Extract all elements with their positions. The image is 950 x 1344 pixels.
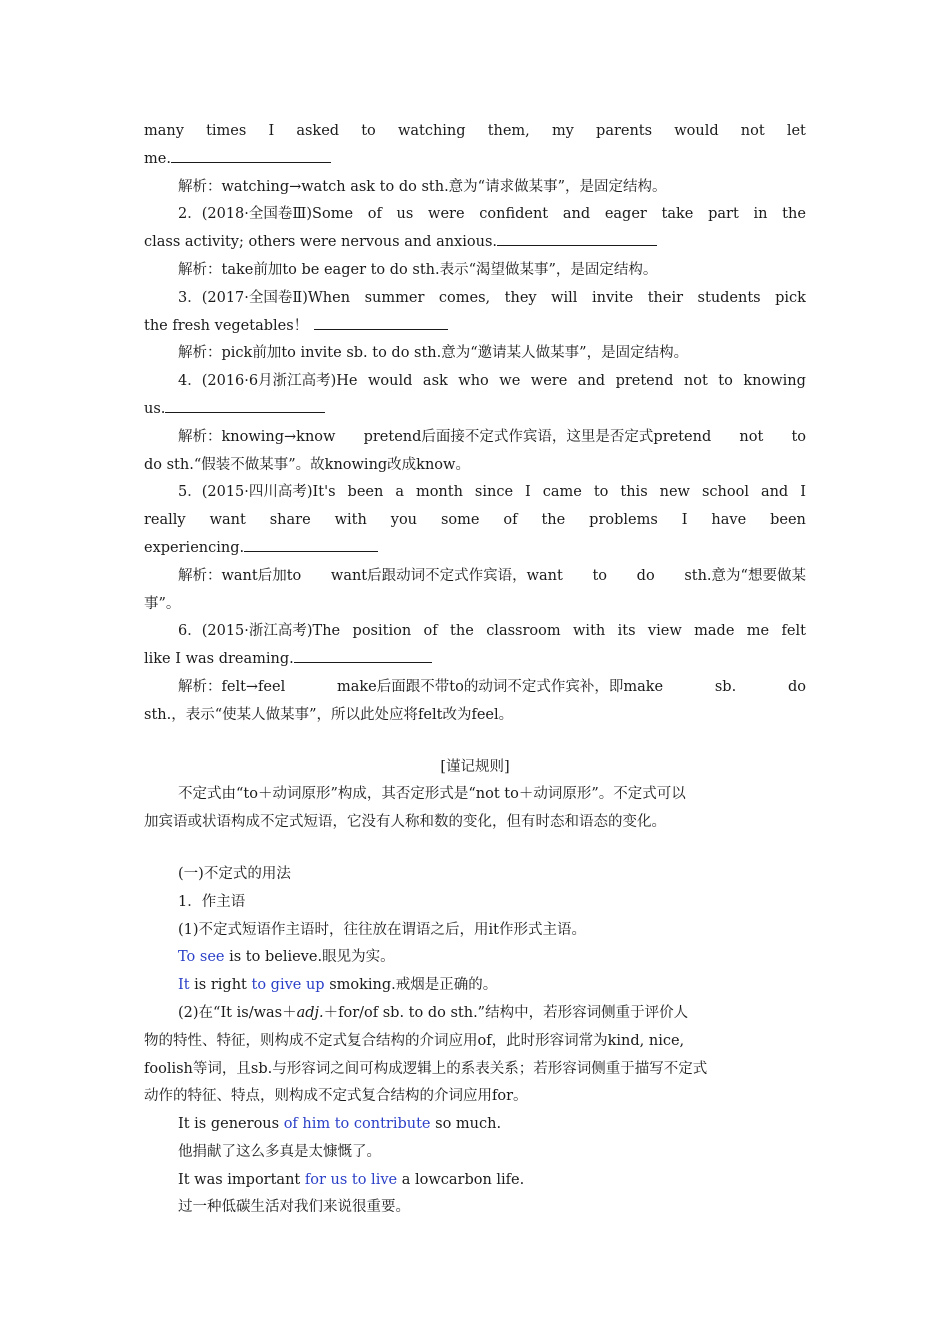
- text: so much.: [430, 1116, 502, 1133]
- word: were: [530, 373, 568, 390]
- word: who: [458, 373, 489, 390]
- word: me: [746, 623, 770, 640]
- word: made: [694, 623, 735, 640]
- spacer: [144, 837, 806, 861]
- word: the: [450, 623, 474, 640]
- example-3-translation: 他捐献了这么多真是太慷慨了。: [178, 1143, 381, 1160]
- highlight: to give up: [251, 977, 325, 994]
- word: to: [361, 123, 376, 139]
- exercise-1-line-1: [144, 118, 806, 146]
- answer-blank[interactable]: [294, 648, 432, 663]
- word: will: [551, 289, 578, 306]
- word: of: [503, 512, 518, 529]
- text: ＋for/of sb. to do sth.”结构中，若形容词侧重于评价人: [323, 1004, 689, 1021]
- word: to: [718, 373, 733, 390]
- word: watching: [397, 123, 466, 139]
- word: I: [800, 484, 806, 501]
- example-4: [144, 1167, 806, 1195]
- word: sb.: [714, 678, 737, 695]
- word: not: [683, 373, 708, 390]
- word: the: [541, 512, 566, 529]
- word: school: [701, 484, 749, 501]
- word: my: [551, 123, 574, 139]
- word: would: [368, 373, 413, 390]
- explanation-3: 解析：pick前加to invite sb. to do sth.意为“邀请某人做某事”，是固定结构。: [178, 345, 689, 362]
- example-4-translation: 过一种低碳生活对我们来说很重要。: [178, 1199, 410, 1216]
- word: this: [620, 484, 648, 501]
- answer-blank[interactable]: [244, 537, 378, 552]
- spacer: [144, 730, 806, 754]
- text: (2)在“It is/was＋: [178, 1004, 297, 1021]
- text: is right: [189, 977, 252, 994]
- word: classroom: [486, 623, 561, 640]
- word: pretend: [615, 373, 674, 390]
- word: 6．(2015·浙江高考)The: [178, 623, 341, 640]
- word: them,: [487, 123, 530, 139]
- word: problems: [589, 512, 658, 529]
- text: the fresh vegetables！: [144, 317, 309, 334]
- word: they: [504, 289, 537, 306]
- word: part: [708, 206, 739, 223]
- word: have: [711, 512, 747, 529]
- word: you: [390, 512, 418, 529]
- word: students: [697, 289, 761, 306]
- text: me.: [144, 150, 171, 167]
- word: pick: [775, 289, 806, 306]
- rules-heading: [谨记规则]: [440, 758, 510, 775]
- word: I: [525, 484, 531, 501]
- word: share: [269, 512, 311, 529]
- word: month: [415, 484, 463, 501]
- word: we: [499, 373, 521, 390]
- word: 5．(2015·四川高考)It's: [178, 484, 336, 501]
- word: to: [593, 484, 609, 501]
- word: sth.意为“想要做某: [684, 567, 806, 584]
- word: knowing: [743, 373, 806, 390]
- exercise-6-line-1: [144, 618, 806, 646]
- word: not: [739, 428, 764, 445]
- exercise-5-line-1: [144, 479, 806, 507]
- usage-point-2-line-1: [144, 1000, 806, 1028]
- explanation-5-line-2: 事”。: [144, 595, 181, 612]
- word: and: [562, 206, 591, 223]
- usage-subheading-1: 1．作主语: [178, 893, 246, 910]
- word: 解析：felt→feel: [178, 678, 286, 695]
- word: of: [423, 623, 438, 640]
- word: want: [209, 512, 246, 529]
- word: 解析：want后加to: [178, 567, 302, 584]
- word: would: [674, 123, 719, 139]
- word: and: [577, 373, 606, 390]
- word: were: [428, 206, 465, 223]
- text: experiencing.: [144, 539, 245, 556]
- highlight: It: [178, 977, 190, 994]
- exercise-3-line-1: [144, 285, 806, 313]
- word: really: [144, 512, 186, 529]
- text: It is generous: [178, 1116, 284, 1133]
- word: I: [268, 123, 275, 139]
- text: a lowcarbon life.: [397, 1171, 525, 1188]
- word: pretend后面接不定式作宾语，这里是否定式pretend: [363, 428, 712, 445]
- highlight: of him to contribute: [283, 1116, 431, 1133]
- highlight: To see: [178, 949, 225, 966]
- explanation-4-line-1: [144, 424, 806, 452]
- exercise-1-line-2: [144, 146, 806, 174]
- text: us.: [144, 400, 166, 417]
- word: 3．(2017·全国卷Ⅱ)When: [178, 289, 351, 306]
- usage-point-1: (1)不定式短语作主语时，往往放在谓语之后，用it作形式主语。: [178, 921, 587, 938]
- word: view: [647, 623, 682, 640]
- word: do: [636, 567, 655, 584]
- word: their: [647, 289, 684, 306]
- word: I: [681, 512, 688, 529]
- explanation-2: 解析：take前加to be eager to do sth.表示“渴望做某事”，是固定结构。: [178, 261, 658, 278]
- word: new: [659, 484, 690, 501]
- word: let: [786, 123, 806, 139]
- word: a: [395, 484, 404, 501]
- word: comes,: [438, 289, 491, 306]
- word: since: [474, 484, 514, 501]
- exercise-4-line-2: [144, 396, 806, 424]
- exercise-2-line-2: [144, 229, 806, 257]
- exercise-6-line-2: [144, 646, 806, 674]
- rules-paragraph-line-1: 不定式由“to＋动词原形”构成，其否定形式是“not to＋动词原形”。不定式可以: [178, 786, 686, 803]
- word: do: [787, 678, 806, 695]
- word: felt: [781, 623, 806, 640]
- word: times: [206, 123, 247, 139]
- word: 4．(2016·6月浙江高考)He: [178, 373, 358, 390]
- usage-heading: (一)不定式的用法: [178, 865, 291, 882]
- word: its: [617, 623, 636, 640]
- example-3: [144, 1111, 806, 1139]
- answer-blank[interactable]: [314, 315, 448, 330]
- usage-point-2-line-2: 物的特性、特征，则构成不定式复合结构的介词应用of，此时形容词常为kind, nice,: [144, 1032, 685, 1049]
- example-2: [144, 972, 806, 1000]
- explanation-5-line-1: [144, 563, 806, 591]
- rules-paragraph-line-2: 加宾语或状语构成不定式短语，它没有人称和数的变化，但有时态和语态的变化。: [144, 814, 666, 831]
- exercise-2-line-1: [144, 201, 806, 229]
- word: eager: [604, 206, 647, 223]
- word: been: [770, 512, 806, 529]
- word: ask: [422, 373, 448, 390]
- highlight: for us to live: [304, 1171, 398, 1188]
- usage-point-2-line-3: foolish等词，且sb.与形容词之间可构成逻辑上的系表关系；若形容词侧重于描写不定式: [144, 1060, 708, 1077]
- explanation-1: 解析：watching→watch ask to do sth.意为“请求做某事”，是固定结构。: [178, 178, 667, 195]
- word: confident: [479, 206, 549, 223]
- word: asked: [296, 123, 340, 139]
- answer-blank[interactable]: [165, 398, 325, 413]
- word: make后面跟不带to的动词不定式作宾补，即make: [337, 678, 664, 695]
- word: not: [740, 123, 765, 139]
- word: with: [573, 623, 606, 640]
- word: us: [396, 206, 414, 223]
- explanation-6-line-2: sth.，表示“使某人做某事”，所以此处应将felt改为feel。: [144, 706, 514, 723]
- example-1: [144, 944, 806, 972]
- word: summer: [364, 289, 425, 306]
- text: class activity; others were nervous and anxious.: [144, 234, 497, 251]
- word: the: [782, 206, 806, 223]
- text: It was important: [178, 1171, 305, 1188]
- word: been: [347, 484, 384, 501]
- word: parents: [596, 123, 653, 139]
- word: came: [542, 484, 582, 501]
- word: 解析：knowing→know: [178, 428, 336, 445]
- word: and: [760, 484, 789, 501]
- word: to: [592, 567, 608, 584]
- word: want后跟动词不定式作宾语，want: [330, 567, 563, 584]
- text: is to believe.眼见为实。: [224, 949, 395, 966]
- exercise-3-line-2: [144, 313, 806, 341]
- word: invite: [591, 289, 634, 306]
- answer-blank[interactable]: [497, 231, 657, 246]
- word: of: [367, 206, 382, 223]
- adj-abbrev: adj.: [296, 1004, 324, 1021]
- word: to: [791, 428, 806, 445]
- usage-point-2-line-4: 动作的特征、特点，则构成不定式复合结构的介词应用for。: [144, 1088, 528, 1105]
- answer-blank[interactable]: [171, 148, 331, 163]
- word: 2．(2018·全国卷Ⅲ)Some: [178, 206, 354, 223]
- exercise-5-line-3: [144, 535, 806, 563]
- word: take: [661, 206, 694, 223]
- word: in: [753, 206, 768, 223]
- exercise-4-line-1: [144, 368, 806, 396]
- page-content: [144, 118, 806, 1222]
- exercise-5-line-2: [144, 507, 806, 535]
- word: many: [144, 123, 184, 139]
- explanation-6-line-1: [144, 674, 806, 702]
- word: some: [440, 512, 480, 529]
- text: like I was dreaming.: [144, 651, 294, 668]
- text: smoking.戒烟是正确的。: [324, 977, 498, 994]
- word: with: [334, 512, 367, 529]
- word: position: [352, 623, 412, 640]
- explanation-4-line-2: do sth.“假装不做某事”。故knowing改成know。: [144, 456, 470, 473]
